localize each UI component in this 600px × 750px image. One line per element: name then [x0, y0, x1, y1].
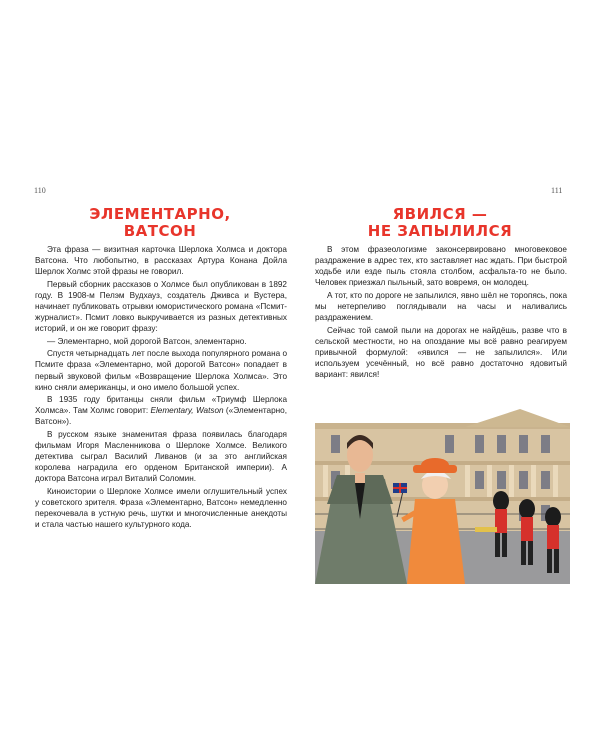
english-quote: Elementary, Watson — [150, 406, 224, 416]
paragraph-text: В 1935 году британцы сняли фильм «Триумф Шерлока Холмса». Там Холмс говорит: — [35, 395, 287, 416]
title-line: ВАТСОН — [123, 222, 197, 240]
chapter-title-left — [35, 206, 285, 240]
paragraph: А тот, кто по дороге не запылился, явно шёл не торопясь, пока мы нетерпеливо поглядывали на часы и наливались раздражением. — [315, 290, 567, 323]
right-column-text — [315, 244, 567, 382]
chapter-title-right — [315, 206, 565, 240]
left-column-text — [35, 244, 287, 532]
page-number-right: 111 — [551, 186, 563, 195]
paragraph: В русском языке знаменитая фраза появилась благодаря фильмам Игоря Масленникова о Шерлоке Холмсе. Великого детектива сыграл Василий Ливанов (и за это английская королева наградила его орденом Британской империи). А доктора Ватсона играл Виталий Соломин. — [35, 430, 287, 484]
paragraph: Эта фраза — визитная карточка Шерлока Холмса и доктора Ватсона. Что любопытно, в рассказах Артура Конана Дойла Шерлок Холмс этой фразы не говорил. — [35, 245, 287, 277]
paragraph: — Элементарно, мой дорогой Ватсон, элементарно. — [47, 336, 247, 346]
page-number-left: 110 — [34, 186, 46, 195]
paragraph: Спустя четырнадцать лет после выхода популярного романа о Псмите фраза «Элементарно, мой дорогой Ватсон» попадает в первый звуковой фильм «Возвращение Шерлока Холмса». Это кино сняли американцы, и оно имело большой успех. — [35, 349, 287, 392]
paragraph: Первый сборник рассказов о Холмсе был опубликован в 1892 году. В 1908-м Пелэм Вудхауз, создатель Дживса и Вустера, начинает публиковать отрывки юмористического романа «Псмит-журналист». Псмит ловко выкручивается из разных детективных историй, и он же говорит фразу: — [35, 279, 287, 334]
quote-translation: («Элементарно, Ватсон»). — [35, 406, 287, 427]
paragraph — [35, 394, 287, 427]
paragraph: Сейчас той самой пыли на дорогах не найдёшь, разве что в сельской местности, но на опоздание мы всё равно реагируем привычной формулой: «явился — не запылился». Или используем усечённый, но всё равно достаточно ядовитый вариант: явился! — [315, 325, 567, 380]
title-line: ЭЛЕМЕНТАРНО, — [89, 205, 231, 223]
title-line: ЯВИЛСЯ — — [392, 205, 488, 223]
paragraph: В этом фразеологизме законсервировано многовековое раздражение в адрес тех, кто заставляет нас ждать. При быстрой ходьбе или езде пыль стояла столбом, асфальта-то не было. Человек приезжал пыльный, зато вовремя, он молодец. — [315, 245, 567, 288]
paragraph: Киноистории о Шерлоке Холмсе имели оглушительный успех у советского зрителя. Фраза «Элементарно, Ватсон» немедленно перекочевала в устную речь, шутки и многочисленные анекдоты и стала частью нашего культурного кода. — [35, 486, 287, 530]
illustration-palace-scene — [315, 409, 570, 584]
title-line: НЕ ЗАПЫЛИЛСЯ — [367, 222, 513, 240]
